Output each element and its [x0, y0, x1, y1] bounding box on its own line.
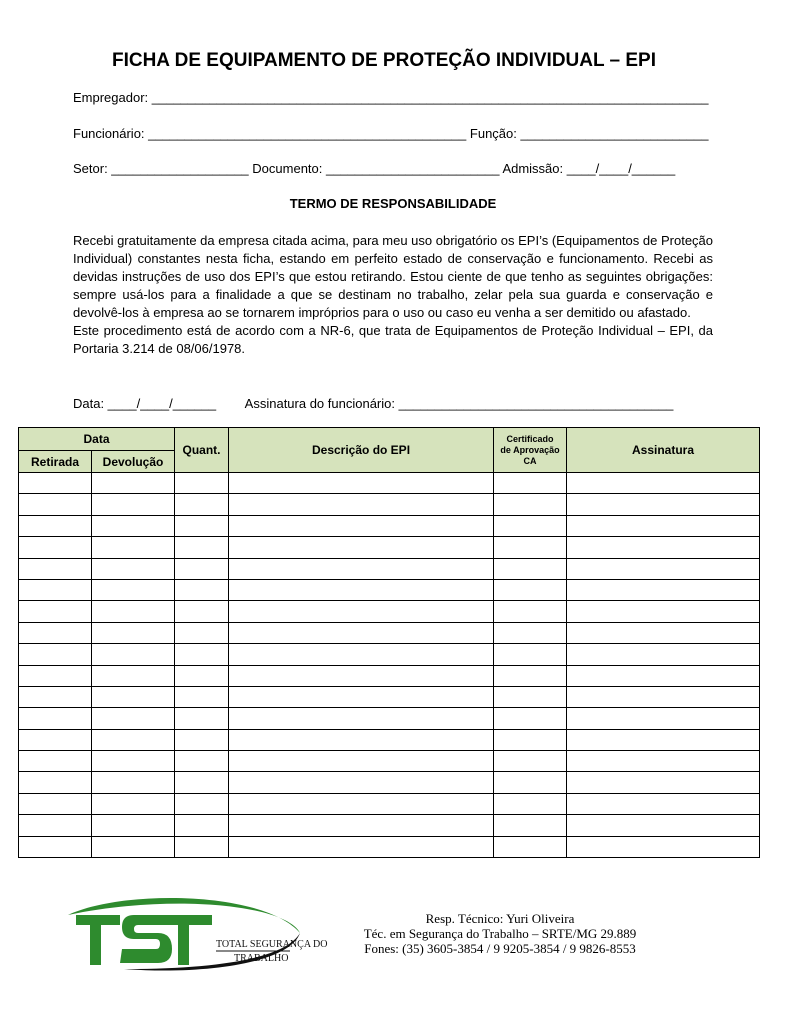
header-data: Data — [19, 428, 175, 451]
cert-line-1: Certificado — [506, 433, 554, 444]
descricao-cell[interactable] — [229, 665, 494, 686]
assinatura-field[interactable]: Assinatura do funcionário: ______________________________________ — [244, 396, 674, 411]
logo-line-1: TOTAL SEGURANÇA DO — [216, 939, 328, 950]
table-row — [19, 644, 760, 665]
retirada-cell[interactable] — [19, 708, 92, 729]
epi-table — [18, 427, 760, 858]
retirada-cell[interactable] — [19, 494, 92, 515]
descricao-cell[interactable] — [229, 579, 494, 600]
descricao-cell[interactable] — [229, 494, 494, 515]
retirada-cell[interactable] — [19, 515, 92, 536]
certificado-cell[interactable] — [494, 815, 567, 836]
devolucao-cell[interactable] — [92, 515, 175, 536]
table-row — [19, 558, 760, 579]
quant-cell[interactable] — [175, 686, 229, 707]
certificado-cell[interactable] — [494, 708, 567, 729]
table-row — [19, 708, 760, 729]
certificado-cell[interactable] — [494, 793, 567, 814]
table-row — [19, 601, 760, 622]
devolucao-cell[interactable] — [92, 473, 175, 494]
descricao-cell[interactable] — [229, 601, 494, 622]
table-row — [19, 622, 760, 643]
table-row — [19, 665, 760, 686]
quant-cell[interactable] — [175, 772, 229, 793]
retirada-cell[interactable] — [19, 729, 92, 750]
descricao-cell[interactable] — [229, 537, 494, 558]
footer-contact — [340, 911, 660, 956]
assinatura-cell[interactable] — [567, 537, 760, 558]
assinatura-cell[interactable] — [567, 708, 760, 729]
devolucao-cell[interactable] — [92, 729, 175, 750]
quant-cell[interactable] — [175, 729, 229, 750]
retirada-cell[interactable] — [19, 836, 92, 857]
assinatura-cell[interactable] — [567, 494, 760, 515]
assinatura-cell[interactable] — [567, 729, 760, 750]
table-row — [19, 579, 760, 600]
certificado-cell[interactable] — [494, 772, 567, 793]
retirada-cell[interactable] — [19, 644, 92, 665]
descricao-cell[interactable] — [229, 686, 494, 707]
quant-cell[interactable] — [175, 579, 229, 600]
retirada-cell[interactable] — [19, 772, 92, 793]
quant-cell[interactable] — [175, 622, 229, 643]
devolucao-cell[interactable] — [92, 537, 175, 558]
descricao-cell[interactable] — [229, 751, 494, 772]
quant-cell[interactable] — [175, 515, 229, 536]
certificado-cell[interactable] — [494, 601, 567, 622]
assinatura-cell[interactable] — [567, 836, 760, 857]
assinatura-cell[interactable] — [567, 751, 760, 772]
assinatura-cell[interactable] — [567, 579, 760, 600]
paragraph-2: Este procedimento está de acordo com a NR-6, que trata de Equipamentos de Proteção Individual – EPI, da Portaria 3.214 de 08/06/1978. — [73, 323, 713, 356]
certificado-cell[interactable] — [494, 644, 567, 665]
cert-line-2: de Aprovação — [500, 444, 560, 455]
devolucao-cell[interactable] — [92, 601, 175, 622]
certificado-cell[interactable] — [494, 579, 567, 600]
quant-cell[interactable] — [175, 708, 229, 729]
header-devolucao: Devolução — [92, 451, 175, 473]
empregador-field[interactable]: Empregador: _____________________________________________________________________________ — [73, 90, 709, 105]
assinatura-cell[interactable] — [567, 793, 760, 814]
paragraph-1: Recebi gratuitamente da empresa citada acima, para meu uso obrigatório os EPI’s (Equipamentos de Proteção Individual) constantes nesta ficha, estando em perfeito estado de conservação e funcionamento. Recebi as devidas instruções de uso dos EPI’s que estou retirando. Estou ciente de que tenho as seguintes obrigações: sempre usá-los para a finalidade a que se destinam no trabalho, zelar pela sua guarda e conservação e devolvê-los à empresa ao se tornarem impróprios para o uso ou caso eu venha a ser demitido ou afastado. — [73, 233, 714, 320]
table-row — [19, 494, 760, 515]
devolucao-cell[interactable] — [92, 708, 175, 729]
certificado-cell[interactable] — [494, 686, 567, 707]
devolucao-cell[interactable] — [92, 686, 175, 707]
signature-row — [73, 396, 673, 411]
header-certificado — [494, 428, 567, 473]
devolucao-cell[interactable] — [92, 836, 175, 857]
quant-cell[interactable] — [175, 558, 229, 579]
descricao-cell[interactable] — [229, 836, 494, 857]
quant-cell[interactable] — [175, 665, 229, 686]
logo-line-2: TRABALHO — [234, 953, 289, 964]
certificado-cell[interactable] — [494, 836, 567, 857]
retirada-cell[interactable] — [19, 579, 92, 600]
retirada-cell[interactable] — [19, 815, 92, 836]
table-row — [19, 515, 760, 536]
table-row — [19, 751, 760, 772]
quant-cell[interactable] — [175, 815, 229, 836]
documento-field[interactable]: Documento: ________________________ — [252, 161, 500, 176]
certificado-cell[interactable] — [494, 622, 567, 643]
setor-field[interactable]: Setor: ___________________ — [73, 161, 249, 176]
certificado-cell[interactable] — [494, 515, 567, 536]
retirada-cell[interactable] — [19, 665, 92, 686]
tst-logo-icon — [54, 893, 328, 973]
retirada-cell[interactable] — [19, 473, 92, 494]
quant-cell[interactable] — [175, 836, 229, 857]
epi-table-body — [19, 473, 760, 858]
quant-cell[interactable] — [175, 537, 229, 558]
funcionario-field[interactable]: Funcionário: ____________________________________________ — [73, 126, 467, 141]
descricao-cell[interactable] — [229, 622, 494, 643]
assinatura-cell[interactable] — [567, 815, 760, 836]
page-title: FICHA DE EQUIPAMENTO DE PROTEÇÃO INDIVIDUAL – EPI — [111, 50, 657, 71]
devolucao-cell[interactable] — [92, 772, 175, 793]
descricao-cell[interactable] — [229, 772, 494, 793]
descricao-cell[interactable] — [229, 558, 494, 579]
assinatura-cell[interactable] — [567, 601, 760, 622]
devolucao-cell[interactable] — [92, 793, 175, 814]
data-field[interactable]: Data: ____/____/______ — [73, 396, 217, 411]
assinatura-cell[interactable] — [567, 473, 760, 494]
descricao-cell[interactable] — [229, 793, 494, 814]
descricao-cell[interactable] — [229, 644, 494, 665]
retirada-cell[interactable] — [19, 622, 92, 643]
certificado-cell[interactable] — [494, 751, 567, 772]
retirada-cell[interactable] — [19, 686, 92, 707]
retirada-cell[interactable] — [19, 558, 92, 579]
assinatura-cell[interactable] — [567, 558, 760, 579]
descricao-cell[interactable] — [229, 473, 494, 494]
setor-row — [73, 161, 675, 176]
quant-cell[interactable] — [175, 601, 229, 622]
certificado-cell[interactable] — [494, 729, 567, 750]
assinatura-cell[interactable] — [567, 515, 760, 536]
footer-line-3: Fones: (35) 3605-3854 / 9 9205-3854 / 9 9826-8553 — [364, 941, 636, 956]
devolucao-cell[interactable] — [92, 644, 175, 665]
devolucao-cell[interactable] — [92, 815, 175, 836]
table-row — [19, 793, 760, 814]
assinatura-cell[interactable] — [567, 665, 760, 686]
header-descricao: Descrição do EPI — [229, 428, 494, 473]
table-row — [19, 686, 760, 707]
retirada-cell[interactable] — [19, 751, 92, 772]
quant-cell[interactable] — [175, 473, 229, 494]
table-row — [19, 815, 760, 836]
cert-line-3: CA — [523, 455, 537, 466]
header-retirada: Retirada — [19, 451, 92, 473]
assinatura-cell[interactable] — [567, 772, 760, 793]
assinatura-cell[interactable] — [567, 622, 760, 643]
certificado-cell[interactable] — [494, 558, 567, 579]
quant-cell[interactable] — [175, 793, 229, 814]
funcionario-row — [73, 126, 708, 141]
retirada-cell[interactable] — [19, 793, 92, 814]
quant-cell[interactable] — [175, 644, 229, 665]
header-assinatura: Assinatura — [567, 428, 760, 473]
table-row — [19, 836, 760, 857]
devolucao-cell[interactable] — [92, 558, 175, 579]
table-row — [19, 537, 760, 558]
certificado-cell[interactable] — [494, 537, 567, 558]
funcao-field[interactable]: Função: __________________________ — [469, 126, 709, 141]
quant-cell[interactable] — [175, 494, 229, 515]
responsibility-text — [73, 232, 713, 358]
descricao-cell[interactable] — [229, 515, 494, 536]
table-row — [19, 772, 760, 793]
footer-line-1: Resp. Técnico: Yuri Oliveira — [425, 911, 575, 926]
quant-cell[interactable] — [175, 751, 229, 772]
certificado-cell[interactable] — [494, 473, 567, 494]
devolucao-cell[interactable] — [92, 665, 175, 686]
table-row — [19, 729, 760, 750]
devolucao-cell[interactable] — [92, 622, 175, 643]
certificado-cell[interactable] — [494, 494, 567, 515]
retirada-cell[interactable] — [19, 537, 92, 558]
descricao-cell[interactable] — [229, 815, 494, 836]
devolucao-cell[interactable] — [92, 494, 175, 515]
header-quant: Quant. — [175, 428, 229, 473]
tst-logo — [54, 893, 328, 973]
descricao-cell[interactable] — [229, 729, 494, 750]
devolucao-cell[interactable] — [92, 579, 175, 600]
admissao-field[interactable]: Admissão: ____/____/______ — [502, 161, 676, 176]
certificado-cell[interactable] — [494, 665, 567, 686]
assinatura-cell[interactable] — [567, 644, 760, 665]
devolucao-cell[interactable] — [92, 751, 175, 772]
footer-line-2: Téc. em Segurança do Trabalho – SRTE/MG 29.889 — [363, 926, 637, 941]
descricao-cell[interactable] — [229, 708, 494, 729]
tst-letters — [76, 915, 212, 965]
retirada-cell[interactable] — [19, 601, 92, 622]
section-title: TERMO DE RESPONSABILIDADE — [289, 196, 497, 211]
table-row — [19, 473, 760, 494]
assinatura-cell[interactable] — [567, 686, 760, 707]
